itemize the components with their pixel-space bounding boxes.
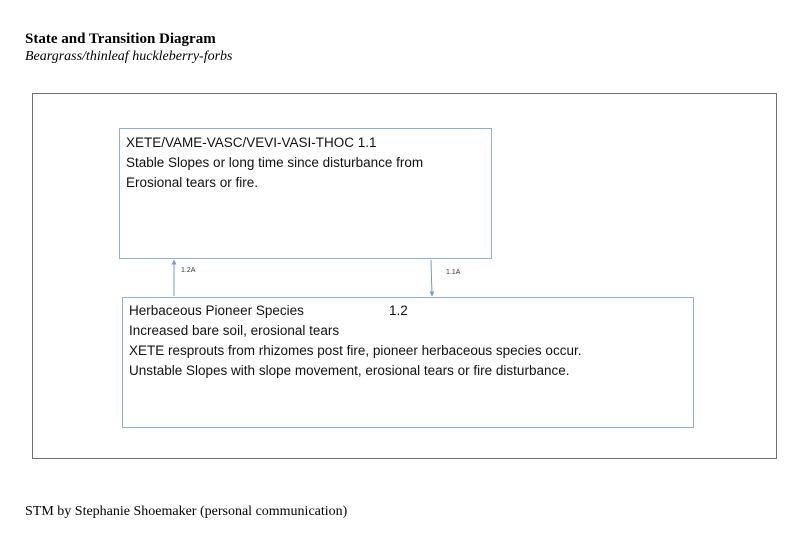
- state-1-2-number: 1.2: [389, 303, 408, 318]
- diagram-subtitle: Beargrass/thinleaf huckleberry-forbs: [25, 49, 233, 64]
- diagram-title: State and Transition Diagram: [25, 31, 216, 47]
- state-1-2-line: Unstable Slopes with slope movement, erosional tears or fire disturbance.: [129, 363, 570, 378]
- state-1-1-line: Erosional tears or fire.: [126, 175, 259, 190]
- transition-label-1-1a: 1.1A: [446, 269, 461, 276]
- transition-label-1-2a: 1.2A: [181, 267, 196, 274]
- transition-arrow-1-1a: [431, 260, 432, 296]
- state-1-1-heading: XETE/VAME-VASC/VEVI-VASI-THOC 1.1: [126, 135, 377, 150]
- state-1-2-line: XETE resprouts from rhizomes post fire, pioneer herbaceous species occur.: [129, 343, 582, 358]
- state-1-1-line: Stable Slopes or long time since disturbance from: [126, 155, 424, 170]
- state-1-2-line: Increased bare soil, erosional tears: [129, 323, 340, 338]
- credit-text: STM by Stephanie Shoemaker (personal communication): [25, 504, 348, 519]
- state-1-2-name: Herbaceous Pioneer Species: [129, 303, 304, 318]
